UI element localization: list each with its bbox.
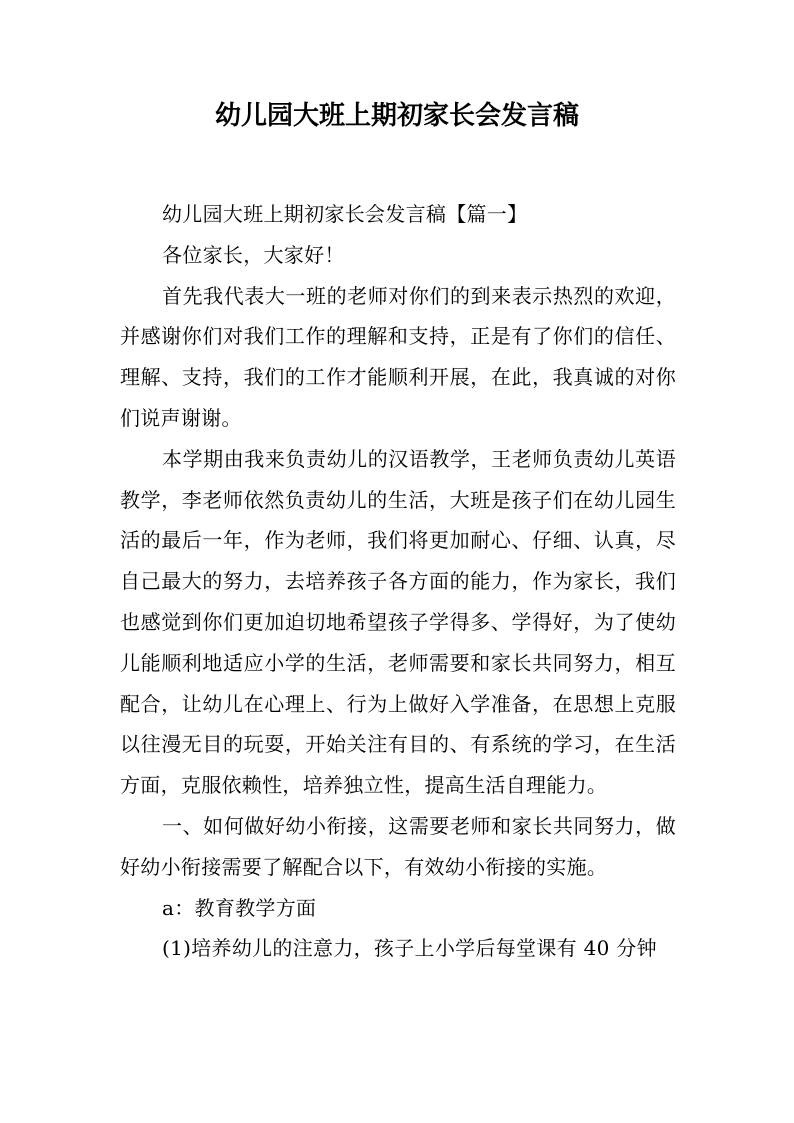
section-heading: 幼儿园大班上期初家长会发言稿【篇一】 bbox=[162, 202, 528, 226]
document-body bbox=[120, 194, 676, 969]
attention-paragraph: (1)培养幼儿的注意力，孩子上小学后每堂课有 40 分钟 bbox=[162, 936, 657, 961]
document-title: 幼儿园大班上期初家长会发言稿 bbox=[214, 101, 579, 131]
welcome-paragraph: 首先我代表大一班的老师对你们的到来表示热烈的欢迎，并感谢你们对我们工作的理解和支持，正是有了你们的信任、理解、支持，我们的工作才能顺利开展，在此，我真诚的对你们说声谢谢。 bbox=[120, 283, 676, 430]
semester-paragraph: 本学期由我来负责幼儿的汉语教学，王老师负责幼儿英语教学，李老师依然负责幼儿的生活，大班是孩子们在幼儿园生活的最后一年，作为老师，我们将更加耐心、仔细、认真，尽自己最大的努力，去培养孩子各方面的能力，作为家长，我们也感觉到你们更加迫切地希望孩子学得多、学得好，为了使幼儿能顺利地适应小学的生活，老师需要和家长共同努力，相互配合，让幼儿在心理上、行为上做好入学准备，在思想上克服以往漫无目的玩耍，开始关注有目的、有系统的学习，在生活方面，克服依赖性，培养独立性，提高生活自理能力。 bbox=[120, 446, 676, 798]
subheading-education: a：教育教学方面 bbox=[162, 895, 317, 920]
greeting-paragraph: 各位家长，大家好！ bbox=[162, 242, 345, 267]
transition-paragraph: 一、如何做好幼小衔接，这需要老师和家长共同努力，做好幼小衔接需要了解配合以下，有效幼小衔接的实施。 bbox=[120, 813, 676, 879]
